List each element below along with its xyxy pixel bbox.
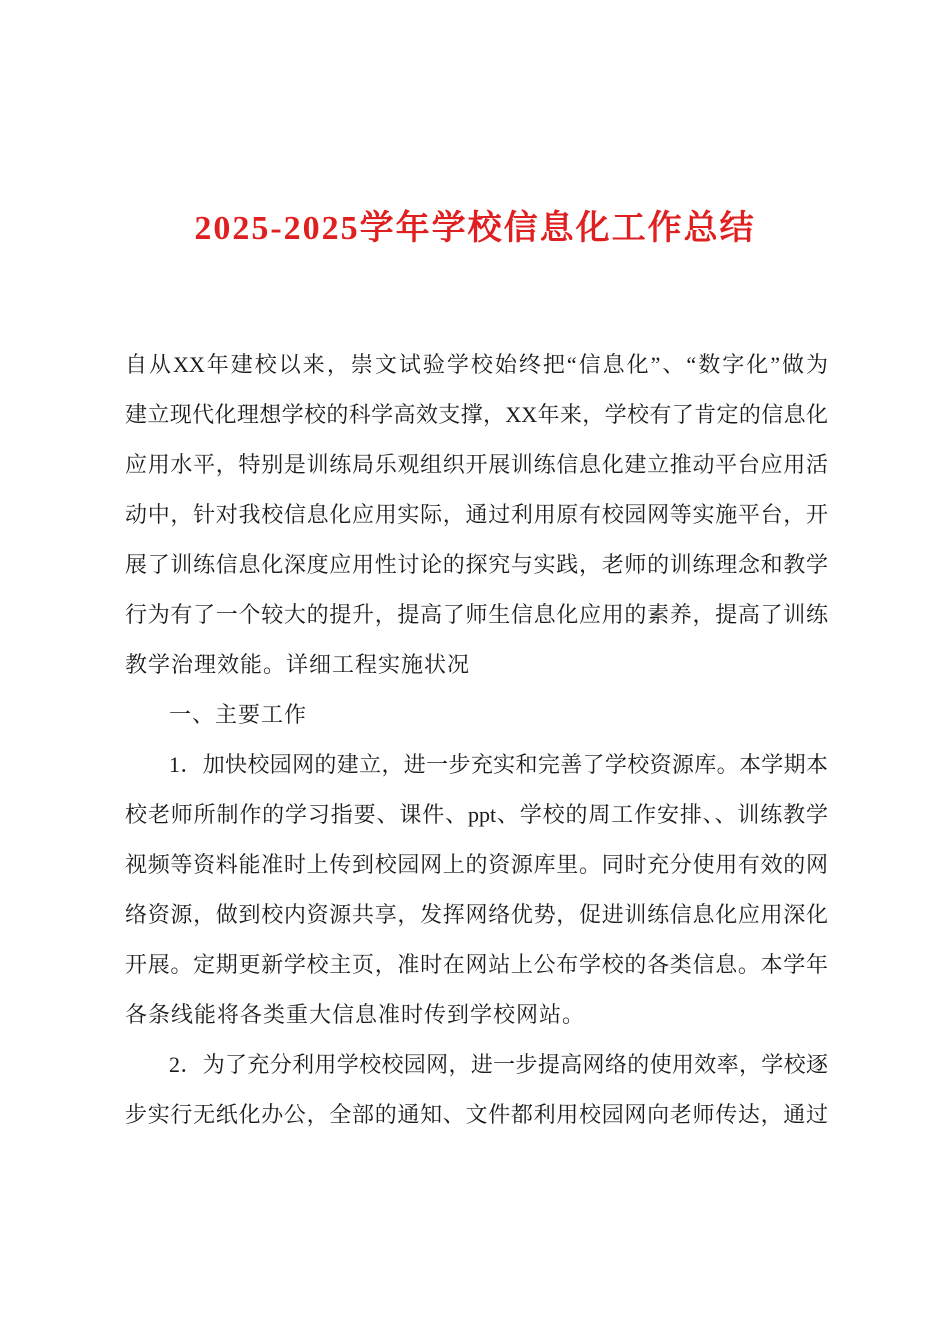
document-title: 2025-2025学年学校信息化工作总结 bbox=[194, 210, 756, 247]
body-line: 自从XX年建校以来，崇文试验学校始终把“信息化”、“数字化”做为 bbox=[125, 352, 828, 377]
body-line: 1．加快校园网的建立，进一步充实和完善了学校资源库。本学期本 bbox=[169, 752, 828, 777]
body-line: 步实行无纸化办公，全部的通知、文件都利用校园网向老师传达，通过 bbox=[125, 1102, 828, 1127]
body-line: 各条线能将各类重大信息准时传到学校网站。 bbox=[125, 1002, 586, 1027]
body-line: 视频等资料能准时上传到校园网上的资源库里。同时充分使用有效的网 bbox=[125, 852, 828, 877]
body-line: 展了训练信息化深度应用性讨论的探究与实践，老师的训练理念和教学 bbox=[125, 552, 828, 577]
body-line: 开展。定期更新学校主页，准时在网站上公布学校的各类信息。本学年 bbox=[125, 952, 828, 977]
body-line: 建立现代化理想学校的科学高效支撑，XX年来，学校有了肯定的信息化 bbox=[125, 402, 828, 427]
body-line: 2．为了充分利用学校校园网，进一步提高网络的使用效率，学校逐 bbox=[169, 1052, 828, 1077]
body-line: 行为有了一个较大的提升，提高了师生信息化应用的素养，提高了训练 bbox=[125, 602, 828, 627]
body-line: 动中，针对我校信息化应用实际，通过利用原有校园网等实施平台，开 bbox=[125, 502, 828, 527]
body-line: 络资源，做到校内资源共享，发挥网络优势，促进训练信息化应用深化 bbox=[125, 902, 828, 927]
body-line: 教学治理效能。详细工程实施状况 bbox=[125, 652, 471, 677]
body-line: 校老师所制作的学习指要、课件、ppt、学校的周工作安排、、训练教学 bbox=[125, 802, 828, 827]
section-heading: 一、主要工作 bbox=[169, 702, 308, 727]
document-body bbox=[125, 340, 828, 1140]
body-line: 应用水平，特别是训练局乐观组织开展训练信息化建立推动平台应用活 bbox=[125, 452, 828, 477]
